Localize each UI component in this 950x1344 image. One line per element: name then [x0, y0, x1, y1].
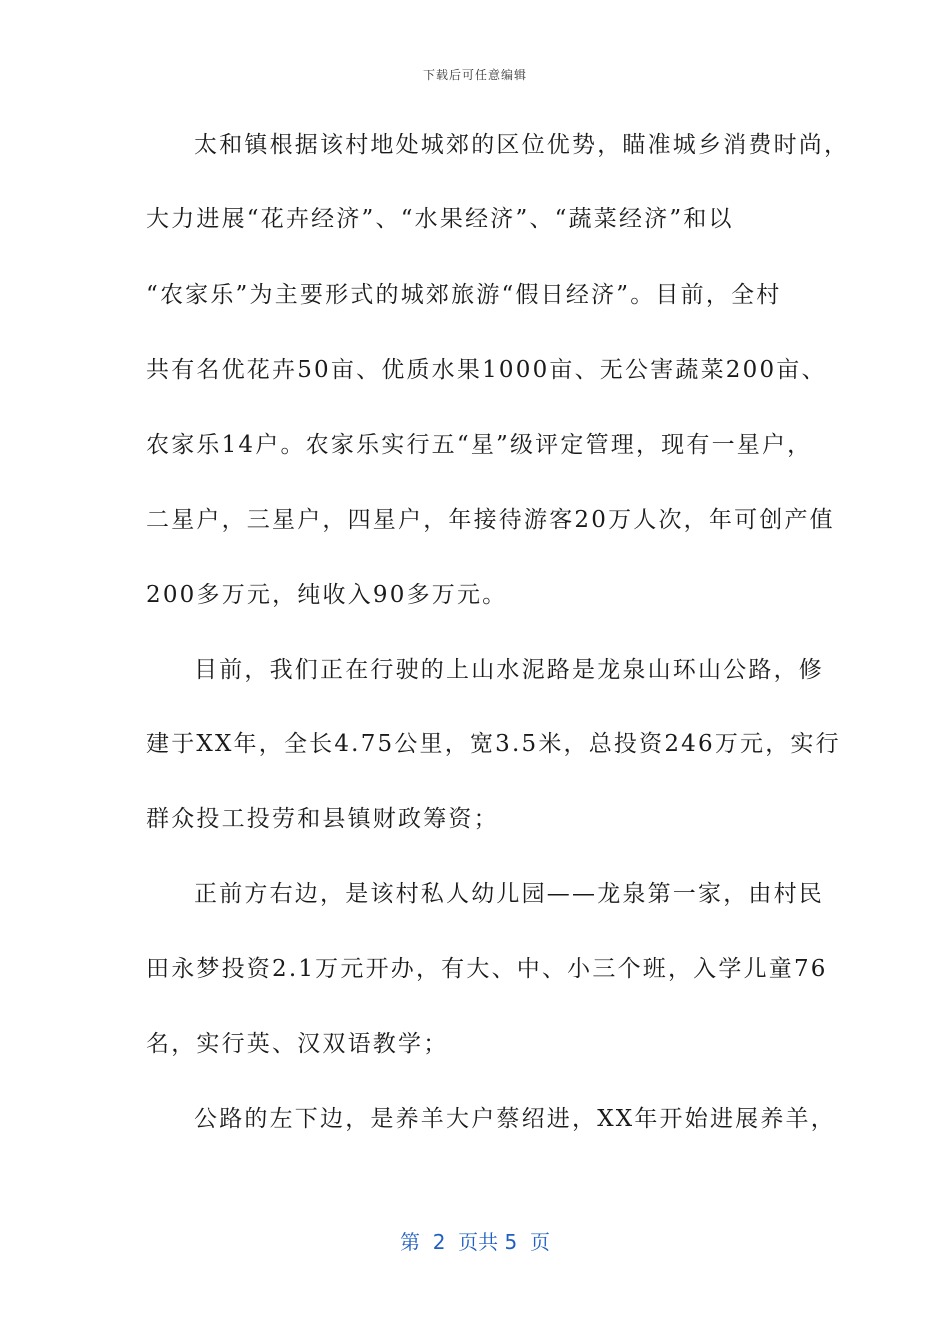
- paragraph-line: 公路的左下边，是养羊大户蔡绍进，XX年开始进展养羊，: [194, 1106, 836, 1132]
- page-header: 下载后可任意编辑: [422, 68, 527, 82]
- paragraph-line: 200多万元，纯收入90多万元。: [146, 582, 508, 608]
- paragraph-line: 目前，我们正在行驶的上山水泥路是龙泉山环山公路，修: [194, 657, 824, 683]
- paragraph-line: 共有名优花卉50亩、优质水果1000亩、无公害蔬菜200亩、: [146, 357, 827, 383]
- paragraph-line: 大力进展“花卉经济”、“水果经济”、“蔬菜经济”和以: [146, 206, 734, 232]
- paragraph-line: 农家乐14户。农家乐实行五“星”级评定管理，现有一星户，: [146, 432, 813, 458]
- page-number: 第 2 页共 5 页: [400, 1230, 550, 1254]
- paragraph-line: 田永梦投资2.1万元开办，有大、中、小三个班，入学儿童76: [146, 956, 828, 982]
- paragraph-line: “农家乐”为主要形式的城郊旅游“假日经济”。目前，全村: [146, 282, 782, 308]
- paragraph-line: 正前方右边，是该村私人幼儿园——龙泉第一家，由村民: [194, 881, 824, 907]
- paragraph-line: 群众投工投劳和县镇财政筹资；: [146, 806, 499, 832]
- paragraph-line: 建于XX年，全长4.75公里，宽3.5米，总投资246万元，实行: [146, 731, 841, 757]
- paragraph-line: 二星户，三星户，四星户，年接待游客20万人次，年可创产值: [146, 507, 835, 533]
- paragraph-line: 太和镇根据该村地处城郊的区位优势，瞄准城乡消费时尚，: [194, 132, 850, 158]
- paragraph-line: 名，实行英、汉双语教学；: [146, 1031, 449, 1057]
